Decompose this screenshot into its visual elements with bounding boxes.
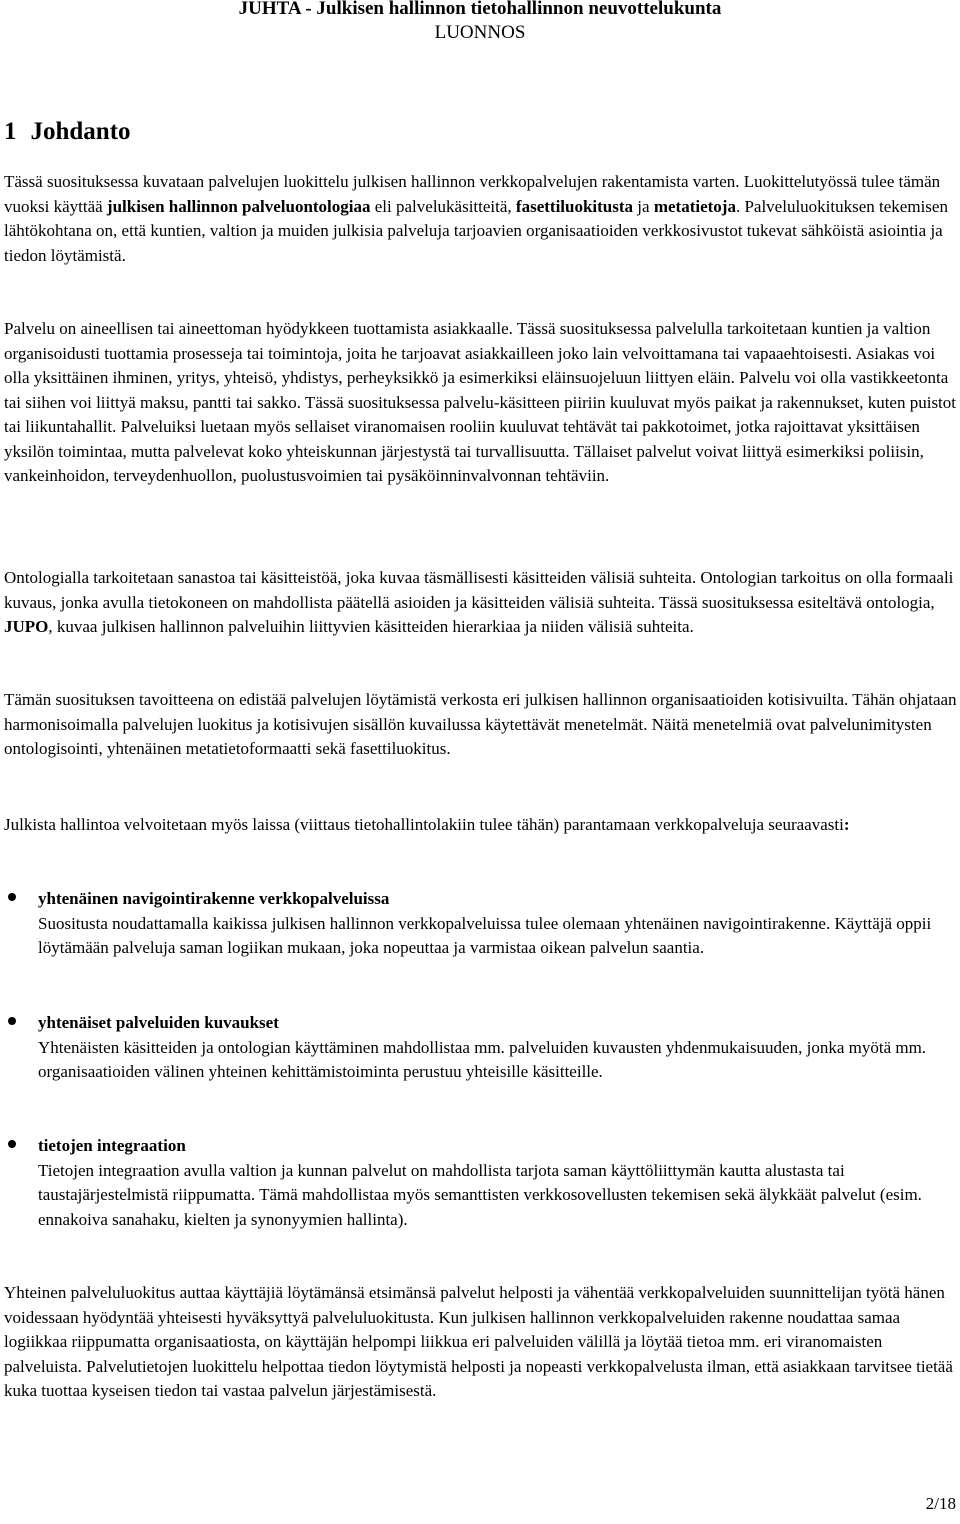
text-run: . Palveluluokituksen tekemisen lähtökohtana on, että kuntien, valtion ja muiden julkisia palveluja tarjoavien organisaatioiden verkkosivustot tukevat sähköistä asiointia ja tiedon löytämistä. (4, 196, 948, 265)
bullet-icon (8, 893, 16, 901)
paragraph-intro (4, 170, 959, 268)
section-number: 1 (4, 118, 17, 145)
text-run: Julkista hallintoa velvoitetaan myös laissa (viittaus tietohallintolakiin tulee tähän) parantamaan verkkopalveluja seuraavasti (4, 815, 844, 834)
text-run: eli palvelukäsitteitä, (370, 196, 516, 216)
paragraph-law (4, 813, 959, 838)
paragraph-summary: Yhteinen palveluluokitus auttaa käyttäjiä löytämänsä etsimänsä palvelut helposti ja vähentää verkkopalveluiden suunnittelijan työtä hänen voidessaan hyödyntää yhteisesti hyväksyttyä palveluluokitusta. Kun julkisen hallinnon verkkopalveluiden rakenne noudattaa samaa logiikkaa riippumatta organisaatiosta, on käyttäjän helpompi liikkua eri palveluiden välillä ja löytää tietoa mm. eri viranomaisten palveluista. Palvelutietojen luokittelu helpottaa tiedon löytymistä helposti ja nopeasti verkkopalvelusta ilman, että asiakkaan tarvitsee tietää kuka tuottaa kyseisen tiedon tai vastaa palvelun järjestämisestä. (4, 1283, 953, 1400)
list-item-title: yhtenäiset palveluiden kuvaukset (38, 1013, 279, 1032)
bullet-icon (8, 1140, 16, 1148)
bold-term: fasettiluokitusta (515, 196, 634, 216)
text-run: Tässä suosituksessa kuvataan palvelujen luokittelu julkisen hallinnon verkkopalvelujen rakentamista varten. Luokittelutyössä tulee tämän vuoksi käyttää (4, 172, 941, 216)
paragraph-service-definition: Palvelu on aineellisen tai aineettoman hyödykkeen tuottamista asiakkaalle. Tässä suosituksessa palvelulla tarkoitetaan kuntien ja valtion organisoidusti tuottamia prosesseja tai toimintoja, joita he tarjoavat asiakkailleen joko lain velvoittamana tai vapaaehtoisesti. Asiakas voi olla yksittäinen ihminen, yritys, yhteisö, yhdistys, perheyksikkö ja esimerkiksi eläinsuojeluun liittyen eläin. Palvelu voi olla vastikkeetonta tai siihen voi liittyä maksu, pantti tai sakko. Tässä suosituksessa palvelu-käsitteen piiriin kuuluvat myös paikat ja rakennukset, kuten puistot tai liikuntahallit. Palveluiksi luetaan myös sellaiset viranomaisen rooliin kuuluvat tehtävät tai pakkotoimet, jotka rajoittavat yksittäisen yksilön toimintaa, mutta palvelevat koko yhteiskunnan järjestystä tai turvallisuutta. Tällaiset palvelut voivat liittyä esimerkiksi poliisin, vankeinhoidon, terveydenhuollon, puolustusvoimien tai pysäköinninvalvonnan tehtäviin. (4, 319, 956, 485)
list-item (38, 1011, 958, 1085)
text-run: Ontologialla tarkoitetaan sanastoa tai käsitteistöä, joka kuvaa täsmällisesti käsitteiden välisiä suhteita. Ontologian tarkoitus on olla formaali kuvaus, jonka avulla tietokoneen on mahdollista päätellä asioiden ja käsitteiden välisiä suhteita. Tässä suosituksessa esiteltävä ontologia, (4, 568, 954, 612)
bold-term: JUPO (4, 617, 49, 636)
paragraph-goal: Tämän suosituksen tavoitteena on edistää palvelujen löytämistä verkosta eri julkisen hallinnon organisaatioiden kotisivuilta. Tähän ohjataan harmonisoimalla palvelujen luokitus ja kotisivujen sisällön kuvailussa käytettävät menetelmät. Näitä menetelmiä ovat palvelunimitysten ontologisointi, yhtenäinen metatietoformaatti sekä fasettiluokitus. (4, 690, 957, 758)
paragraph-ontology (4, 566, 959, 640)
list-item-title: yhtenäinen navigointirakenne verkkopalveluissa (38, 889, 390, 908)
list-item-body: Yhtenäisten käsitteiden ja ontologian käyttäminen mahdollistaa mm. palveluiden kuvausten yhdenmukaisuuden, jonka myötä mm. organisaatioiden välinen yhteinen kehittämistoiminta perustuu yhteisille käsitteille. (38, 1037, 927, 1081)
list-item-body: Tietojen integraation avulla valtion ja kunnan palvelut on mahdollista tarjota saman käyttöliittymän kautta alustasta tai taustajärjestelmistä riippumatta. Tämä mahdollistaa myös semanttisten verkkosovellusten tekemisen sekä älykkäät palvelut (esim. ennakoiva sanahaku, kielten ja synonyymien hallinta). (38, 1160, 922, 1229)
header-status: LUONNOS (434, 22, 526, 43)
text-run: , kuvaa julkisen hallinnon palveluihin liittyvien käsitteiden hierarkiaa ja niiden välisiä suhteita. (48, 617, 694, 636)
bullet-icon (8, 1017, 16, 1025)
text-run: ja (633, 196, 654, 216)
bold-term: julkisen hallinnon palveluontologiaa (106, 196, 371, 216)
list-item-body: Suositusta noudattamalla kaikissa julkisen hallinnon verkkopalveluissa tulee olemaan yhtenäinen navigointirakenne. Käyttäjä oppii löytämään palveluja saman logiikan mukaan, joka nopeuttaa ja varmistaa oikean palvelun saantia. (38, 913, 932, 957)
page-number: 2/18 (925, 1494, 956, 1513)
header-organization: JUHTA - Julkisen hallinnon tietohallinnon neuvottelukunta (238, 0, 722, 19)
list-item-title: tietojen integraation (38, 1136, 186, 1155)
section-heading (4, 117, 131, 147)
list-item (38, 1134, 958, 1232)
list-item (38, 887, 958, 961)
section-title: Johdanto (30, 118, 131, 145)
bold-term: : (843, 815, 850, 834)
bold-term: metatietoja (653, 196, 736, 216)
